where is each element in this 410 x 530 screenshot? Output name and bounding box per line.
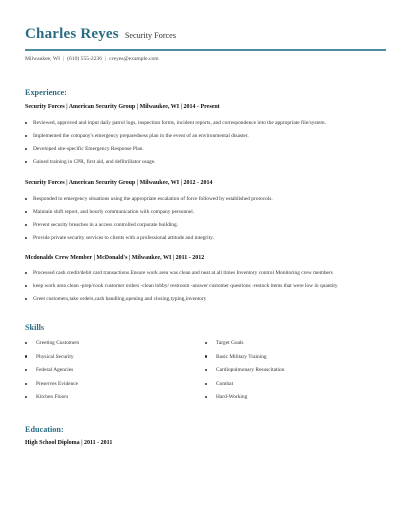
job-bullets: [25, 269, 390, 308]
skill-item: Physical Security: [25, 353, 205, 367]
contact-email: creyes@example.com: [109, 56, 159, 62]
contact-info: [25, 56, 159, 62]
contact-separator: |: [63, 56, 65, 62]
list-item: Processed cash credit/debit card transactions Ensure work area was clean and neat at all times Inventory control Monitoring crew members: [25, 269, 390, 282]
skill-item: Basic Military Training: [205, 353, 365, 367]
skills-list: [25, 339, 365, 407]
job-heading: Security Forces | American Security Group | Milwaukee, WI | 2012 - 2014: [25, 180, 213, 186]
education-degree: High School Diploma: [25, 440, 80, 446]
list-item: Responded to emergency situations using the appropriate escalation of force followed by established protocols.: [25, 195, 390, 208]
skill-item: Greeting Customers: [25, 339, 205, 353]
contact-city: Milwaukee, WI: [25, 56, 61, 62]
contact-separator: |: [105, 56, 107, 62]
skills-heading: Skills: [25, 323, 45, 332]
education-dates: | 2011 - 2011: [79, 440, 113, 446]
education-entry: [25, 440, 112, 446]
list-item: Greet customers,take orders,cash handling,opening and closing,typing,inventory: [25, 295, 390, 308]
list-item: keep work area clean -prep/cook customer orders -clean lobby/ restroom -answer customer questions -restock items that were low in quantity: [25, 282, 390, 295]
resume-header: [25, 26, 385, 43]
list-item: Maintain shift report, and hourly communication with company personnel.: [25, 208, 390, 221]
job-heading: Mcdonalds Crew Member | McDonald's | Milwaukee, WI | 2011 - 2012: [25, 255, 205, 261]
skill-item: Cardiopulmonary Resuscitation: [205, 366, 365, 380]
skill-item: Combat: [205, 380, 365, 394]
experience-heading: Experience:: [25, 88, 67, 97]
name-line: [25, 26, 385, 43]
job-bullets: [25, 119, 390, 171]
skill-item: Target Goals: [205, 339, 365, 353]
job-heading: Security Forces | American Security Group | Milwaukee, WI | 2014 - Present: [25, 104, 220, 110]
candidate-title: Security Forces: [124, 31, 177, 40]
skill-item: Kitchen Floors: [25, 393, 205, 407]
list-item: Prevent security breaches in a access controlled corporate building.: [25, 221, 390, 234]
skill-item: Federal Agencies: [25, 366, 205, 380]
list-item: Developed site-specific Emergency Response Plan.: [25, 145, 390, 158]
list-item: Gained training in CPR, first aid, and defibrillator usage.: [25, 158, 390, 171]
list-item: Reviewed, approved and input daily patrol logs, inspection forms, incident reports, and correspondence into the appropriate file/system.: [25, 119, 390, 132]
skill-item: Preserves Evidence: [25, 380, 205, 394]
list-item: Provide private security services to clients with a professional attitude and integrity.: [25, 234, 390, 247]
candidate-name: Charles Reyes: [25, 26, 119, 42]
skill-item: Hard-Working: [205, 393, 365, 407]
contact-phone: (610) 555-2236: [67, 56, 103, 62]
education-heading: Education:: [25, 425, 64, 434]
header-divider: [25, 49, 386, 51]
job-bullets: [25, 195, 390, 247]
list-item: Implemented the company's emergency preparedness plan in the event of an environmental disaster.: [25, 132, 390, 145]
